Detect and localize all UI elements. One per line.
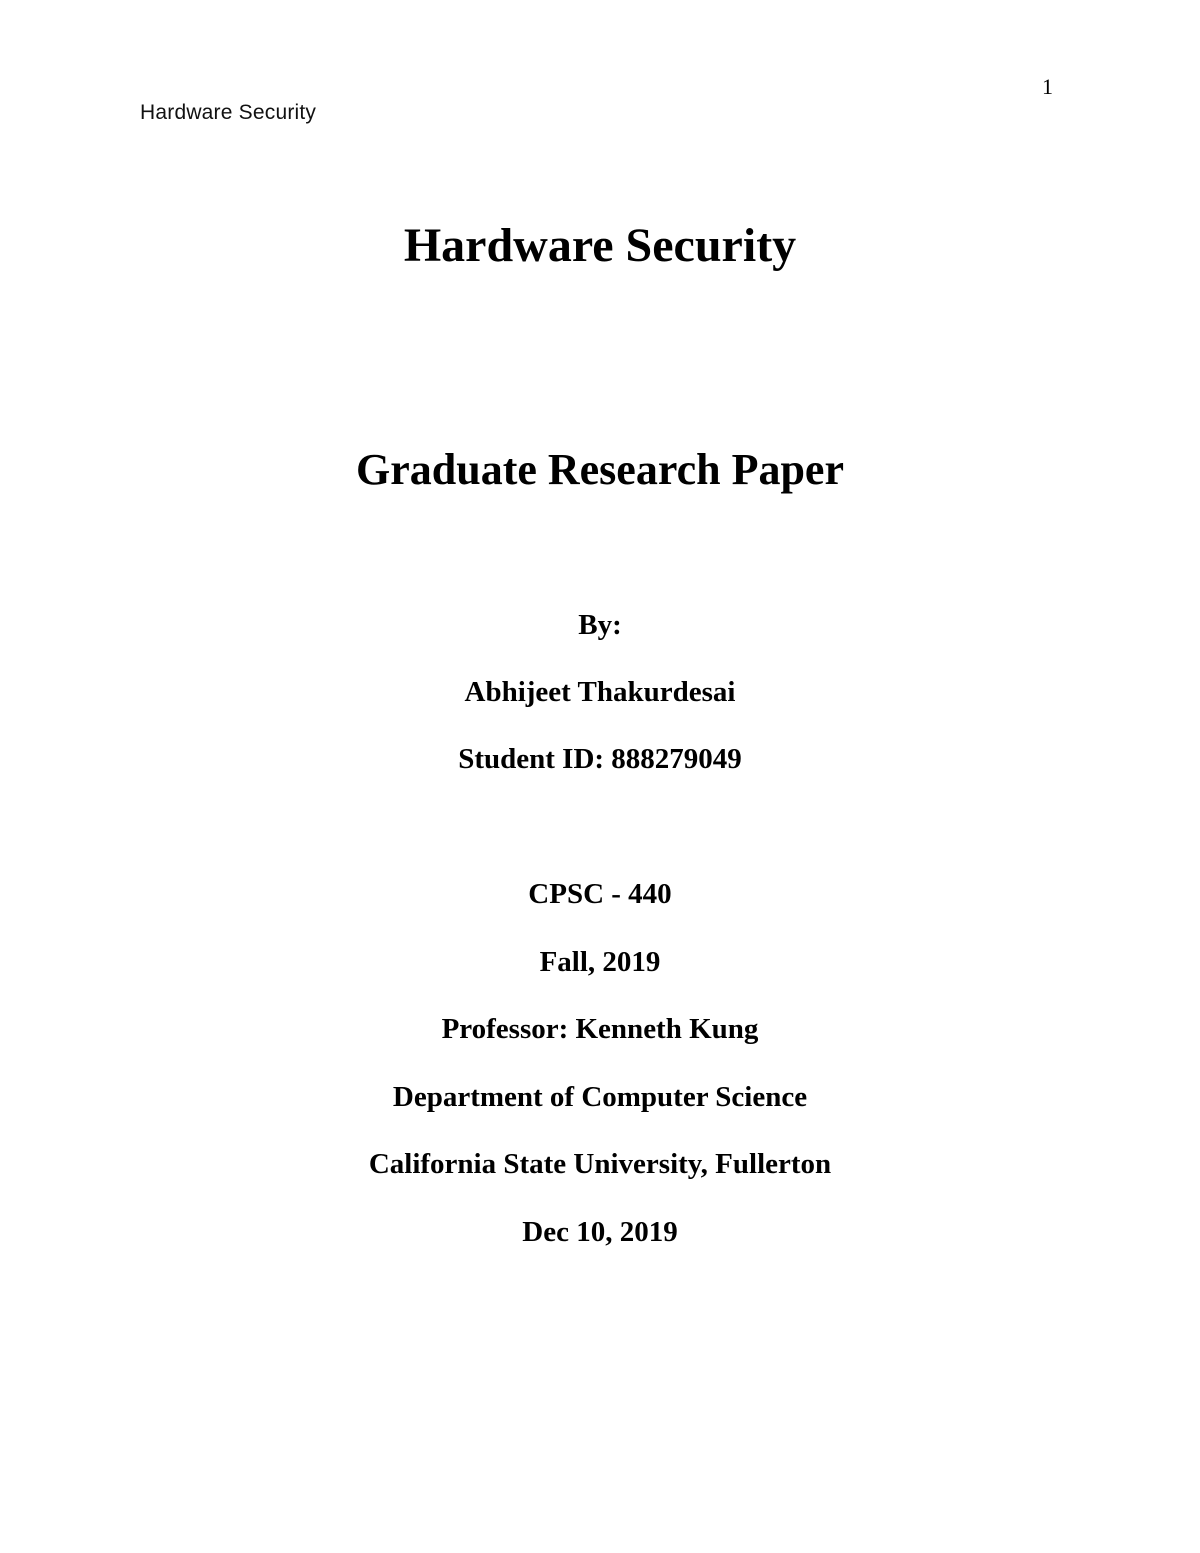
page-number: 1 [1042, 74, 1053, 99]
professor: Professor: Kenneth Kung [441, 1013, 759, 1045]
term: Fall, 2019 [539, 946, 661, 978]
document-subtitle: Graduate Research Paper [356, 445, 844, 494]
student-id: Student ID: 888279049 [458, 743, 742, 775]
running-head: Hardware Security [140, 101, 317, 124]
submission-date: Dec 10, 2019 [522, 1216, 678, 1248]
author-name: Abhijeet Thakurdesai [464, 676, 736, 708]
course-code: CPSC - 440 [528, 878, 672, 910]
by-label: By: [578, 609, 622, 641]
department: Department of Computer Science [392, 1081, 808, 1113]
university: California State University, Fullerton [368, 1148, 832, 1180]
document-title: Hardware Security [403, 219, 797, 272]
